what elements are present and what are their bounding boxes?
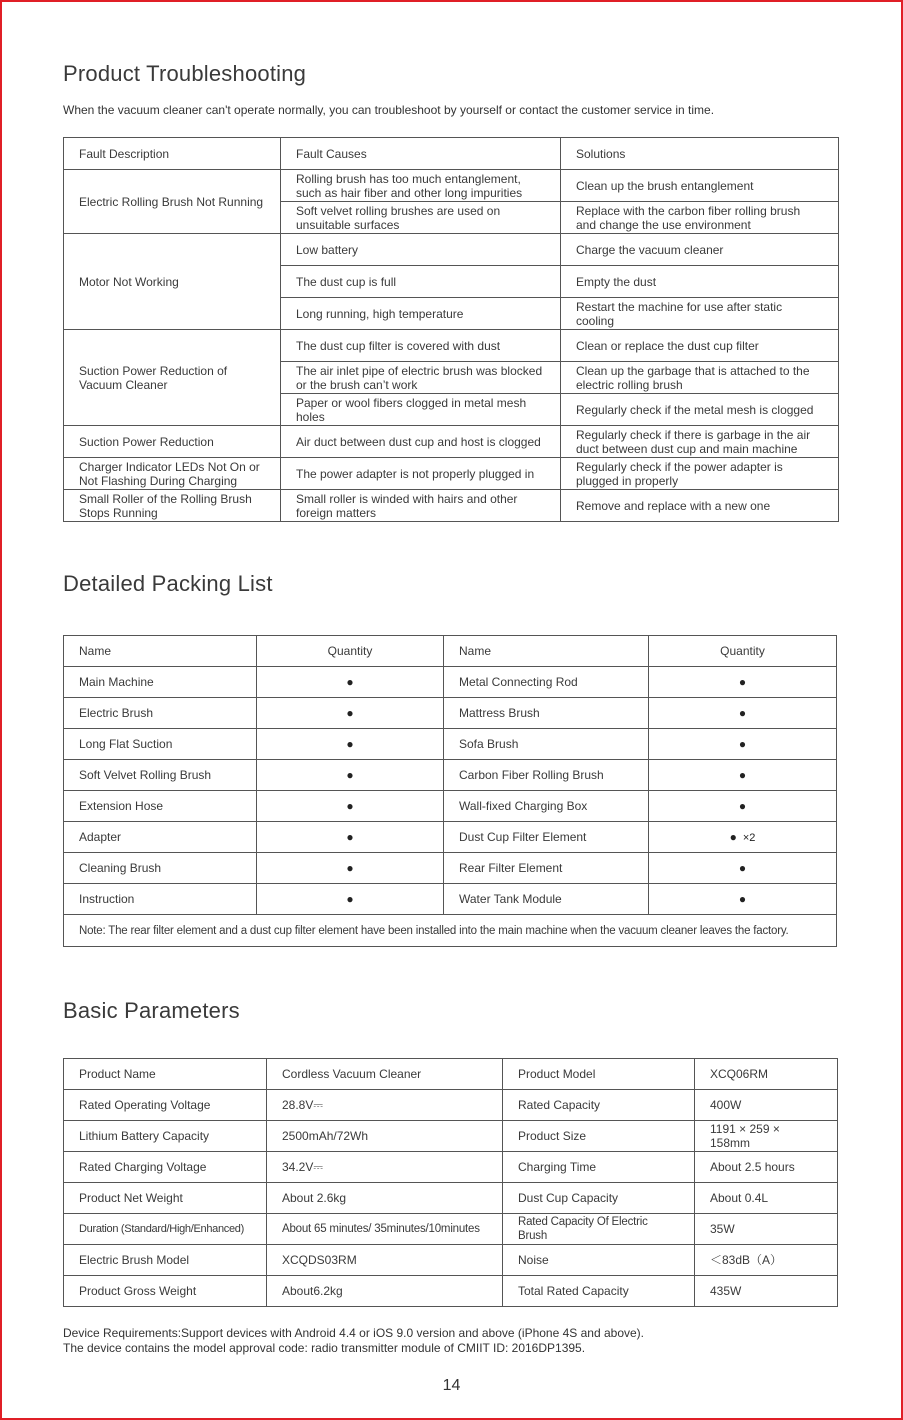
- solution: Restart the machine for use after static cooling: [561, 298, 839, 330]
- table-row: [64, 170, 839, 202]
- header-fault-description: Fault Description: [64, 138, 281, 170]
- fault-cause: Paper or wool fibers clogged in metal mesh holes: [281, 394, 561, 426]
- fault-description: Motor Not Working: [64, 234, 281, 330]
- item-quantity: [257, 884, 444, 915]
- table-row: [64, 729, 837, 760]
- solution: Regularly check if there is garbage in the air duct between dust cup and main machine: [561, 426, 839, 458]
- parameter-value: 2500mAh/72Wh: [267, 1121, 503, 1152]
- item-quantity: [649, 729, 837, 760]
- fault-description: Suction Power Reduction of Vacuum Cleaner: [64, 330, 281, 426]
- fault-description: Electric Rolling Brush Not Running: [64, 170, 281, 234]
- solution: Clean or replace the dust cup filter: [561, 330, 839, 362]
- item-quantity: [257, 698, 444, 729]
- troubleshooting-table: [63, 137, 839, 522]
- table-row: [64, 1183, 838, 1214]
- fault-cause: Soft velvet rolling brushes are used on unsuitable surfaces: [281, 202, 561, 234]
- included-dot-icon: ●: [738, 891, 747, 906]
- included-dot-icon: ●: [738, 860, 747, 875]
- parameter-name: Electric Brush Model: [64, 1245, 267, 1276]
- item-name: Adapter: [64, 822, 257, 853]
- footer-notes: [63, 1326, 644, 1356]
- parameter-name: Product Gross Weight: [64, 1276, 267, 1307]
- troubleshooting-title: Product Troubleshooting: [63, 61, 307, 86]
- item-name: Electric Brush: [64, 698, 257, 729]
- item-name: Rear Filter Element: [444, 853, 649, 884]
- table-header-row: [64, 138, 839, 170]
- packing-list-table: [63, 635, 837, 947]
- included-dot-icon: ●: [738, 798, 747, 813]
- table-row: [64, 760, 837, 791]
- device-requirements: Device Requirements:Support devices with Android 4.4 or iOS 9.0 version and above (iPhone 4S and above).: [63, 1326, 645, 1340]
- table-row: [64, 667, 837, 698]
- parameter-value: 34.2V⎓: [267, 1152, 503, 1183]
- table-header-row: [64, 636, 837, 667]
- table-row: [64, 490, 839, 522]
- parameter-value: ＜83dB（A）: [695, 1245, 838, 1276]
- parameter-name: Product Model: [503, 1059, 695, 1090]
- item-name: Wall-fixed Charging Box: [444, 791, 649, 822]
- parameter-name: Rated Capacity: [503, 1090, 695, 1121]
- header-name: Name: [64, 636, 257, 667]
- item-name: Water Tank Module: [444, 884, 649, 915]
- included-dot-icon: ●: [738, 736, 747, 751]
- table-row: [64, 458, 839, 490]
- item-name: Metal Connecting Rod: [444, 667, 649, 698]
- parameter-name: Charging Time: [503, 1152, 695, 1183]
- parameter-value: Cordless Vacuum Cleaner: [267, 1059, 503, 1090]
- item-name: Mattress Brush: [444, 698, 649, 729]
- solution: Clean up the garbage that is attached to the electric rolling brush: [561, 362, 839, 394]
- solution: Empty the dust: [561, 266, 839, 298]
- fault-cause: The dust cup filter is covered with dust: [281, 330, 561, 362]
- parameter-name: Noise: [503, 1245, 695, 1276]
- solution: Charge the vacuum cleaner: [561, 234, 839, 266]
- included-dot-icon: ●: [346, 767, 354, 782]
- parameter-value: XCQDS03RM: [267, 1245, 503, 1276]
- included-dot-icon: ●: [346, 674, 354, 689]
- table-row: [64, 234, 839, 266]
- item-quantity: [257, 667, 444, 698]
- item-quantity: [649, 698, 837, 729]
- header-quantity: Quantity: [649, 636, 837, 667]
- parameter-name: Dust Cup Capacity: [503, 1183, 695, 1214]
- fault-cause: Long running, high temperature: [281, 298, 561, 330]
- solution: Remove and replace with a new one: [561, 490, 839, 522]
- fault-cause: The air inlet pipe of electric brush was blocked or the brush can’t work: [281, 362, 561, 394]
- item-quantity: [257, 791, 444, 822]
- solution: Replace with the carbon fiber rolling brush and change the use environment: [561, 202, 839, 234]
- troubleshooting-intro: When the vacuum cleaner can't operate normally, you can troubleshoot by yourself or contact the customer service in time.: [63, 103, 715, 117]
- table-row: [64, 853, 837, 884]
- parameters-title: Basic Parameters: [63, 998, 240, 1023]
- table-row: [64, 1276, 838, 1307]
- fault-cause: The dust cup is full: [281, 266, 561, 298]
- table-row: [64, 884, 837, 915]
- parameter-value: About 2.5 hours: [695, 1152, 838, 1183]
- parameter-value: 1191 × 259 × 158mm: [695, 1121, 838, 1152]
- item-name: Cleaning Brush: [64, 853, 257, 884]
- item-name: Carbon Fiber Rolling Brush: [444, 760, 649, 791]
- included-dot-icon: ●: [346, 891, 354, 906]
- included-dot-icon: ●: [738, 705, 747, 720]
- header-name: Name: [444, 636, 649, 667]
- solution: Clean up the brush entanglement: [561, 170, 839, 202]
- header-fault-causes: Fault Causes: [281, 138, 561, 170]
- included-dot-icon: ●: [346, 829, 354, 844]
- header-quantity: Quantity: [257, 636, 444, 667]
- item-name: Long Flat Suction: [64, 729, 257, 760]
- parameter-value: 400W: [695, 1090, 838, 1121]
- included-dot-icon: ●: [738, 674, 747, 689]
- included-dot-icon: ●: [346, 798, 354, 813]
- parameter-name: Duration (Standard/High/Enhanced): [64, 1214, 267, 1245]
- note-row: [64, 915, 837, 947]
- parameter-name: Product Name: [64, 1059, 267, 1090]
- solution: Regularly check if the metal mesh is clogged: [561, 394, 839, 426]
- included-dot-icon: ●: [346, 736, 354, 751]
- table-row: [64, 1121, 838, 1152]
- parameter-value: About 2.6kg: [267, 1183, 503, 1214]
- packing-list-title: Detailed Packing List: [63, 571, 273, 596]
- parameter-name: Lithium Battery Capacity: [64, 1121, 267, 1152]
- fault-description: Suction Power Reduction: [64, 426, 281, 458]
- item-quantity: [257, 729, 444, 760]
- item-quantity: [649, 760, 837, 791]
- table-row: [64, 1090, 838, 1121]
- included-dot-icon: ●: [738, 767, 747, 782]
- packing-note: Note: The rear filter element and a dust cup filter element have been installed into the main machine when the vacuum cleaner leaves the factory.: [64, 915, 837, 947]
- table-row: [64, 822, 837, 853]
- item-quantity: [649, 822, 837, 853]
- table-row: [64, 1245, 838, 1276]
- fault-cause: The power adapter is not properly plugged in: [281, 458, 561, 490]
- item-quantity: [649, 853, 837, 884]
- item-quantity: [649, 791, 837, 822]
- item-quantity: [257, 822, 444, 853]
- parameters-table: [63, 1058, 838, 1307]
- item-name: Dust Cup Filter Element: [444, 822, 649, 853]
- table-row: [64, 1059, 838, 1090]
- included-dot-icon: ●: [729, 829, 737, 844]
- fault-description: Small Roller of the Rolling Brush Stops Running: [64, 490, 281, 522]
- table-row: [64, 1214, 838, 1245]
- parameter-value: About 0.4L: [695, 1183, 838, 1214]
- item-name: Sofa Brush: [444, 729, 649, 760]
- item-name: Instruction: [64, 884, 257, 915]
- parameter-value: 35W: [695, 1214, 838, 1245]
- item-quantity: [257, 853, 444, 884]
- parameter-name: Product Net Weight: [64, 1183, 267, 1214]
- item-quantity: [649, 884, 837, 915]
- approval-code: The device contains the model approval code: radio transmitter module of CMIIT ID: 2016DP1395.: [63, 1341, 586, 1355]
- table-row: [64, 791, 837, 822]
- parameter-value: 435W: [695, 1276, 838, 1307]
- parameter-name: Rated Charging Voltage: [64, 1152, 267, 1183]
- parameter-value: 28.8V⎓: [267, 1090, 503, 1121]
- header-solutions: Solutions: [561, 138, 839, 170]
- parameter-value: About 65 minutes/ 35minutes/10minutes: [267, 1214, 503, 1245]
- included-dot-icon: ●: [346, 705, 354, 720]
- table-row: [64, 330, 839, 362]
- parameter-value: About6.2kg: [267, 1276, 503, 1307]
- included-dot-icon: ●: [346, 860, 354, 875]
- table-row: [64, 698, 837, 729]
- parameter-name: Rated Operating Voltage: [64, 1090, 267, 1121]
- parameter-name: Total Rated Capacity: [503, 1276, 695, 1307]
- quantity-multiplier: ×2: [742, 831, 756, 844]
- fault-cause: Small roller is winded with hairs and other foreign matters: [281, 490, 561, 522]
- item-name: Main Machine: [64, 667, 257, 698]
- item-quantity: [649, 667, 837, 698]
- fault-cause: Low battery: [281, 234, 561, 266]
- table-row: [64, 426, 839, 458]
- table-row: [64, 1152, 838, 1183]
- solution: Regularly check if the power adapter is plugged in properly: [561, 458, 839, 490]
- fault-description: Charger Indicator LEDs Not On or Not Flashing During Charging: [64, 458, 281, 490]
- fault-cause: Air duct between dust cup and host is clogged: [281, 426, 561, 458]
- item-quantity: [257, 760, 444, 791]
- item-name: Soft Velvet Rolling Brush: [64, 760, 257, 791]
- page-number: 14: [442, 1377, 461, 1394]
- parameter-value: XCQ06RM: [695, 1059, 838, 1090]
- item-name: Extension Hose: [64, 791, 257, 822]
- parameter-name: Product Size: [503, 1121, 695, 1152]
- parameter-name: Rated Capacity Of Electric Brush: [503, 1214, 695, 1245]
- fault-cause: Rolling brush has too much entanglement, such as hair fiber and other long impurities: [281, 170, 561, 202]
